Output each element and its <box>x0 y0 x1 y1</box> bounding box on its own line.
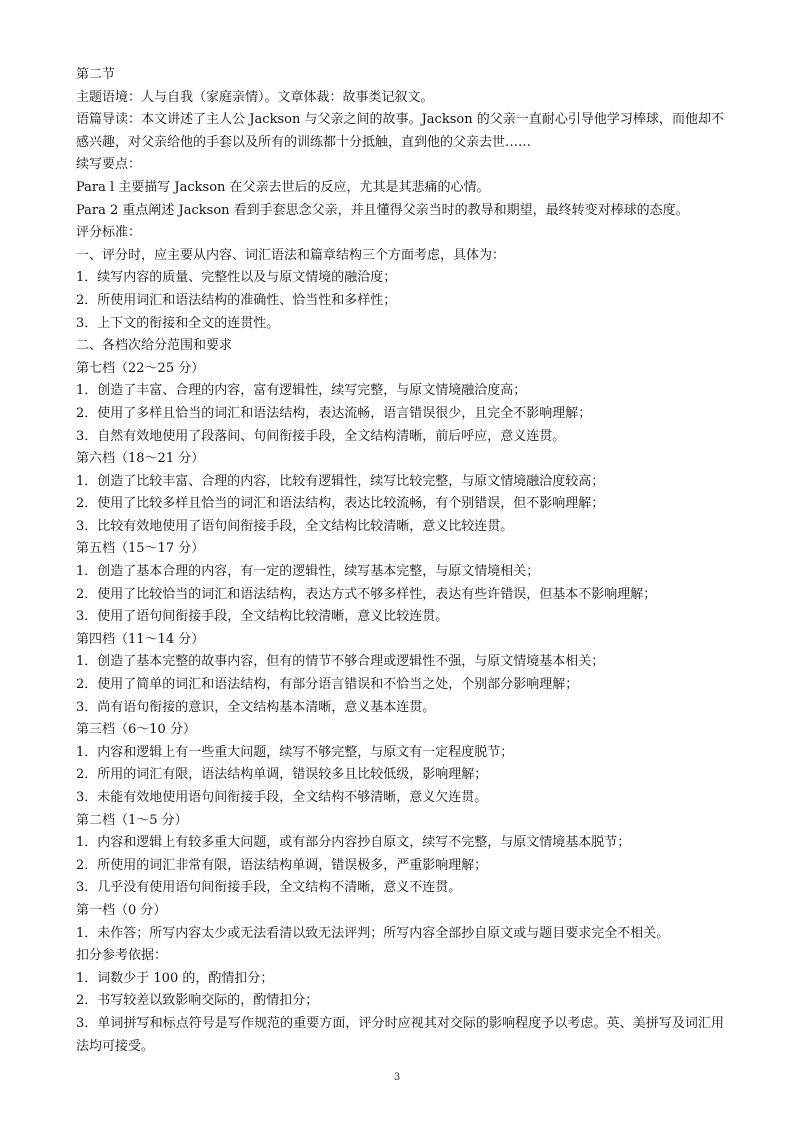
text-line: 第二档（1～5 分） <box>76 812 188 828</box>
text-line: 第一档（0 分） <box>76 902 167 918</box>
text-line: 2．使用了比较恰当的词汇和语法结构，表达方式不够多样性，表达有些许错误，但基本不影响理解； <box>76 586 657 602</box>
text-line: 第五档（15～17 分） <box>76 541 205 557</box>
text-line: 3．尚有语句衔接的意识，全文结构基本清晰，意义基本连贯。 <box>76 699 436 715</box>
text-line: 第六档（18～21 分） <box>76 451 205 467</box>
text-line: 1．创造了比较丰富、合理的内容，比较有逻辑性，续写比较完整，与原文情境融洽度较高； <box>76 473 605 489</box>
text-line: 2．书写较差以致影响交际的，酌情扣分； <box>76 993 319 1009</box>
text-line: 2．所用的词汇有限，语法结构单调，错误较多且比较低级，影响理解； <box>76 767 488 783</box>
text-line: 2．使用了简单的词汇和语法结构，有部分语言错误和不恰当之处，个别部分影响理解； <box>76 677 579 693</box>
text-line: 2．使用了比较多样且恰当的词汇和语法结构，表达比较流畅，有个别错误，但不影响理解； <box>76 496 605 512</box>
text-line: 1．词数少于 100 的，酌情扣分； <box>76 970 274 986</box>
text-line: 一、评分时，应主要从内容、词汇语法和篇章结构三个方面考虑，具体为： <box>76 247 506 263</box>
text-line: 2．所使用的词汇非常有限，语法结构单调，错误极多，严重影响理解； <box>76 857 488 873</box>
text-line: 1．创造了基本完整的故事内容，但有的情节不够合理或逻辑性不强，与原文情境基本相关； <box>76 654 605 670</box>
text-line: 3．使用了语句间衔接手段，全文结构比较清晰，意义比较连贯。 <box>76 609 449 625</box>
text-line: 2．所使用词汇和语法结构的准确性、恰当性和多样性； <box>76 292 397 308</box>
document-body <box>76 64 724 1058</box>
text-line: 第二节 <box>76 67 116 82</box>
text-line: 1．内容和逻辑上有较多重大问题，或有部分内容抄自原文，续写不完整，与原文情境基本脱节； <box>76 835 631 851</box>
text-line: 3．单词拼写和标点符号是写作规范的重要方面，评分时应视其对交际的影响程度予以考虑。英、美拼写及词汇用法均可接受。 <box>76 1015 724 1054</box>
text-line: 主题语境：人与自我（家庭亲情）。文章体裁：故事类记叙文。 <box>76 89 434 105</box>
text-line: Para l 主要描写 Jackson 在父亲去世后的反应，尤其是其悲痛的心情。 <box>76 179 490 195</box>
text-line: 3．未能有效地使用语句间衔接手段，全文结构不够清晰，意义欠连贯。 <box>76 790 488 805</box>
text-line: 第七档（22～25 分） <box>76 360 205 376</box>
text-line: 2．使用了多样且恰当的词汇和语法结构，表达流畅，语言错误很少，且完全不影响理解； <box>76 405 592 421</box>
text-line: 1．续写内容的质量、完整性以及与原文情境的融洽度； <box>76 270 397 286</box>
text-line: 语篇导读：本文讲述了主人公 Jackson 与父亲之间的故事。Jackson 的父亲一直耐心引导他学习棒球，而他却不感兴趣，对父亲给他的手套以及所有的训练都十分抵触，直到他的父亲去世…… <box>76 112 724 150</box>
text-line: 3．自然有效地使用了段落间、句间衔接手段，全文结构清晰，前后呼应，意义连贯。 <box>76 428 566 444</box>
text-line: 第四档（11～14 分） <box>76 631 205 647</box>
text-line: 评分标准： <box>76 225 142 241</box>
text-line: Para 2 重点阐述 Jackson 看到手套思念父亲，并且懂得父亲当时的教导和期望，最终转变对棒球的态度。 <box>76 202 689 218</box>
text-line: 3．上下文的衔接和全文的连贯性。 <box>76 315 280 331</box>
page-number: 3 <box>393 1072 401 1083</box>
text-line: 第三档（6～10 分） <box>76 722 196 738</box>
text-line: 二、各档次给分范围和要求 <box>76 338 233 354</box>
text-line: 3．比较有效地使用了语句间衔接手段，全文结构比较清晰，意义比较连贯。 <box>76 518 514 534</box>
text-line: 1．未作答；所写内容太少或无法看清以致无法评判；所写内容全部抄自原文或与题目要求完全不相关。 <box>76 925 670 941</box>
text-line: 3．几乎没有使用语句间衔接手段，全文结构不清晰，意义不连贯。 <box>76 880 462 896</box>
text-line: 1．创造了基本合理的内容，有一定的逻辑性，续写基本完整，与原文情境相关； <box>76 564 540 580</box>
text-line: 1．创造了丰富、合理的内容，富有逻辑性，续写完整，与原文情境融洽度高； <box>76 383 527 399</box>
text-line: 扣分参考依据： <box>76 948 168 964</box>
text-line: 续写要点： <box>76 157 142 173</box>
text-line: 1．内容和逻辑上有一些重大问题，续写不够完整，与原文有一定程度脱节； <box>76 744 514 760</box>
